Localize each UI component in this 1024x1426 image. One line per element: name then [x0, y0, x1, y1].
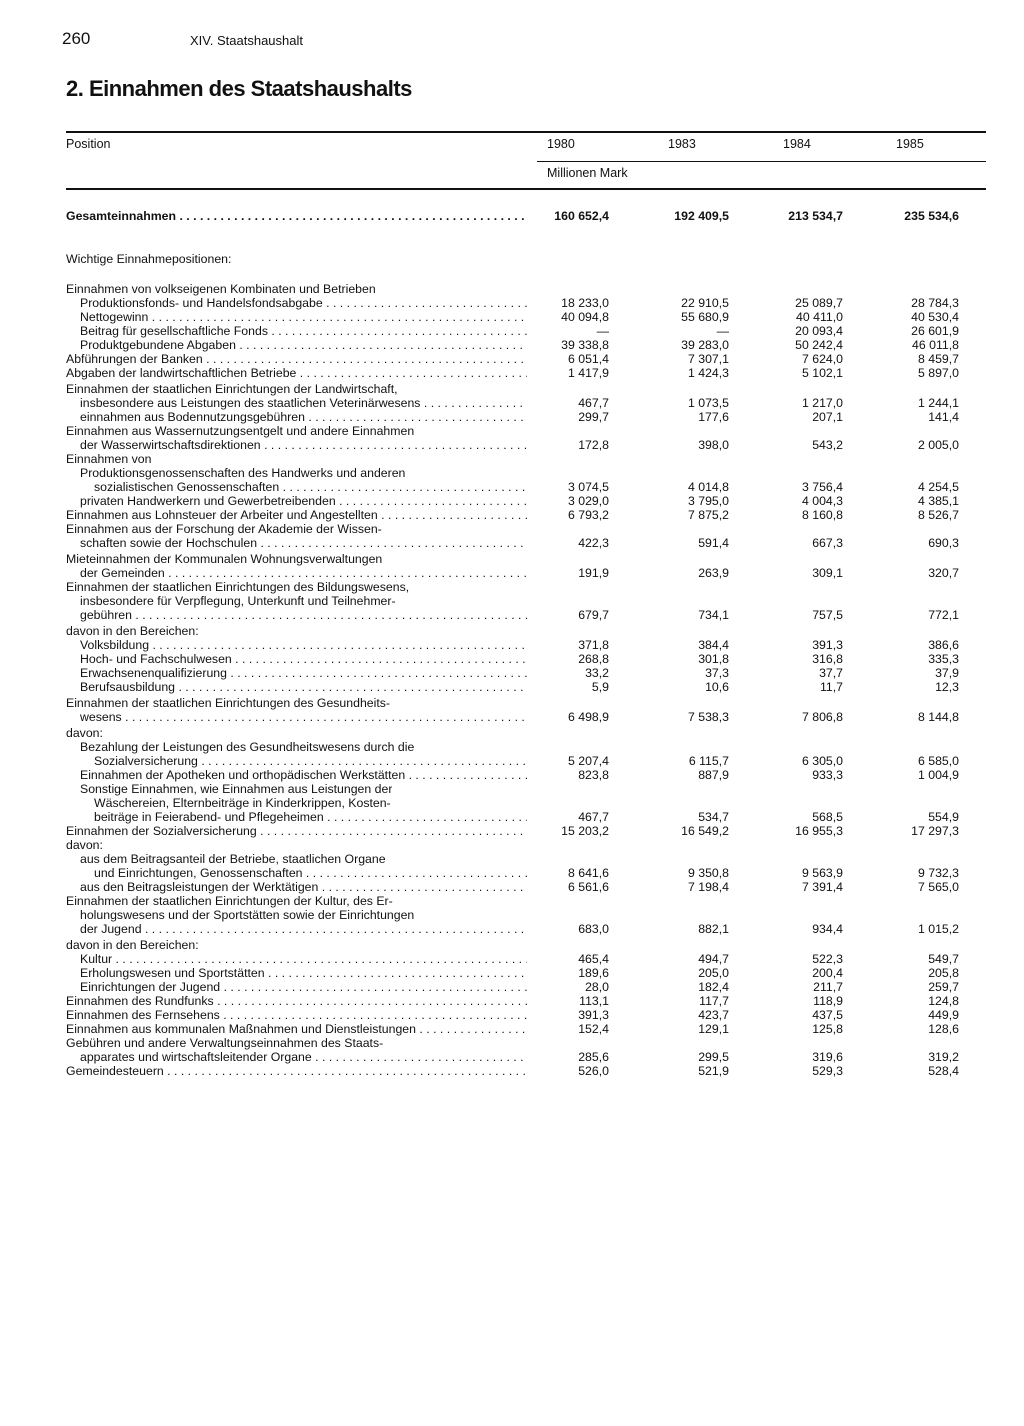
cell-1983: 1 424,3: [687, 366, 729, 380]
cell-1984: 211,7: [813, 980, 843, 994]
table-row: [0, 754, 1024, 768]
cell-1984: 3 756,4: [801, 480, 843, 494]
row-label: davon in den Bereichen:: [66, 624, 199, 638]
cell-1984: 213 534,7: [788, 209, 843, 223]
cell-1985: 6 585,0: [917, 754, 959, 768]
table-row: [0, 1008, 1024, 1022]
table-row: [0, 396, 1024, 410]
row-label: davon:: [66, 838, 103, 852]
page-number: 260: [62, 29, 91, 48]
table-row: [0, 296, 1024, 310]
row-label: insbesondere für Verpflegung, Unterkunft und Teilnehmer-: [80, 594, 396, 608]
cell-1980: 3 074,5: [567, 480, 609, 494]
cell-1985: 8 459,7: [917, 352, 959, 366]
cell-1980: 3 029,0: [567, 494, 609, 508]
cell-1980: 526,0: [578, 1064, 609, 1078]
row-label: Erwachsenenqualifizierung . . .: [80, 666, 527, 680]
cell-1985: 319,2: [928, 1050, 959, 1064]
cell-1980: 5 207,4: [567, 754, 609, 768]
cell-1980: 683,0: [578, 922, 609, 936]
cell-1985: 386,6: [928, 638, 959, 652]
cell-1983: 4 014,8: [687, 480, 729, 494]
row-label: Einnahmen des Fernsehens . . .: [66, 1008, 527, 1022]
cell-1983: 6 115,7: [688, 754, 729, 768]
cell-1985: 128,6: [928, 1022, 959, 1036]
table-row: [0, 382, 1024, 396]
row-label: Gesamteinnahmen . . .: [66, 209, 527, 223]
table-row: [0, 838, 1024, 852]
row-label: schaften sowie der Hochschulen . . .: [80, 536, 527, 550]
cell-1983: 22 910,5: [681, 296, 729, 310]
cell-1984: 16 955,3: [795, 824, 843, 838]
table-row: [0, 1064, 1024, 1078]
cell-1984: 6 305,0: [801, 754, 843, 768]
cell-1985: 124,8: [928, 994, 959, 1008]
table-row: [0, 424, 1024, 438]
cell-1985: 772,1: [928, 608, 959, 622]
cell-1980: 189,6: [578, 966, 609, 980]
cell-1985: 1 015,2: [917, 922, 959, 936]
cell-1980: 8 641,6: [567, 866, 609, 880]
row-label: gebühren . . .: [80, 608, 527, 622]
cell-1980: 371,8: [578, 638, 609, 652]
row-label: Einnahmen von: [66, 452, 152, 466]
row-label: Einnahmen des Rundfunks . . .: [66, 994, 527, 1008]
row-label: Produktgebundene Abgaben . . .: [80, 338, 527, 352]
cell-1984: 391,3: [812, 638, 843, 652]
cell-1984: 207,1: [812, 410, 843, 424]
table-row: [0, 1036, 1024, 1050]
cell-1984: 934,4: [812, 922, 843, 936]
cell-1984: 757,5: [812, 608, 843, 622]
row-label: insbesondere aus Leistungen des staatlichen Veterinärwesens . . .: [80, 396, 527, 410]
row-label: Abgaben der landwirtschaftlichen Betriebe . . .: [66, 366, 527, 380]
cell-1980: 268,8: [578, 652, 609, 666]
row-label: wesens . . .: [80, 710, 527, 724]
cell-1985: 28 784,3: [911, 296, 959, 310]
column-header-1985: 1985: [896, 137, 924, 151]
cell-1980: 33,2: [585, 666, 609, 680]
cell-1985: 4 254,5: [917, 480, 959, 494]
cell-1984: 8 160,8: [801, 508, 843, 522]
table-row: [0, 652, 1024, 666]
row-label: Gemeindesteuern . . .: [66, 1064, 527, 1078]
table-row: [0, 852, 1024, 866]
row-label: Einrichtungen der Jugend . . .: [80, 980, 527, 994]
cell-1980: 679,7: [578, 608, 609, 622]
cell-1984: 667,3: [812, 536, 843, 550]
cell-1985: 690,3: [928, 536, 959, 550]
row-label: der Gemeinden . . .: [80, 566, 527, 580]
row-label: der Jugend . . .: [80, 922, 527, 936]
cell-1983: 423,7: [698, 1008, 729, 1022]
cell-1985: 8 144,8: [917, 710, 959, 724]
cell-1984: 118,9: [813, 994, 843, 1008]
cell-1983: 398,0: [698, 438, 729, 452]
chapter-heading: XIV. Staatshaushalt: [190, 33, 303, 48]
cell-1980: 6 561,6: [567, 880, 609, 894]
cell-1983: 37,3: [705, 666, 729, 680]
row-label: Sonstige Einnahmen, wie Einnahmen aus Leistungen der: [80, 782, 393, 796]
cell-1985: 528,4: [928, 1064, 959, 1078]
cell-1983: 182,4: [698, 980, 729, 994]
cell-1985: 26 601,9: [911, 324, 959, 338]
cell-1984: 933,3: [812, 768, 843, 782]
cell-1984: 9 563,9: [801, 866, 843, 880]
table-row: [0, 494, 1024, 508]
row-label: Produktionsfonds- und Handelsfondsabgabe . . .: [80, 296, 527, 310]
row-label: Sozialversicherung . . .: [94, 754, 527, 768]
row-label: Einnahmen aus Lohnsteuer der Arbeiter und Angestellten . . .: [66, 508, 527, 522]
cell-1984: 125,8: [812, 1022, 843, 1036]
cell-1984: 1 217,0: [801, 396, 843, 410]
row-label: Produktionsgenossenschaften des Handwerks und anderen: [80, 466, 406, 480]
column-header-1980: 1980: [547, 137, 575, 151]
table-row: [0, 410, 1024, 424]
row-label: Einnahmen aus der Forschung der Akademie der Wissen-: [66, 522, 382, 536]
row-label: Volksbildung . . .: [80, 638, 527, 652]
row-label: Einnahmen aus kommunalen Maßnahmen und Dienstleistungen . . .: [66, 1022, 527, 1036]
row-label: Abführungen der Banken . . .: [66, 352, 527, 366]
cell-1980: 40 094,8: [561, 310, 609, 324]
table-row: [0, 624, 1024, 638]
cell-1980: 467,7: [578, 810, 609, 824]
cell-1980: 152,4: [578, 1022, 609, 1036]
cell-1985: 8 526,7: [917, 508, 959, 522]
table-row: [0, 966, 1024, 980]
cell-1985: 320,7: [928, 566, 959, 580]
table-row: [0, 1050, 1024, 1064]
cell-1980: 172,8: [578, 438, 609, 452]
cell-1980: 6 498,9: [567, 710, 609, 724]
table-row: [0, 1022, 1024, 1036]
page-title: 2. Einnahmen des Staatshaushalts: [66, 76, 412, 101]
cell-1985: 9 732,3: [917, 866, 959, 880]
row-label: Erholungswesen und Sportstätten . . .: [80, 966, 527, 980]
row-label: privaten Handwerkern und Gewerbetreibenden . . .: [80, 494, 527, 508]
cell-1984: 522,3: [812, 952, 843, 966]
cell-1984: 437,5: [812, 1008, 843, 1022]
cell-1985: 449,9: [928, 1008, 959, 1022]
cell-1980: 391,3: [578, 1008, 609, 1022]
cell-1980: 823,8: [578, 768, 609, 782]
table-row: [0, 466, 1024, 480]
table-row: [0, 566, 1024, 580]
cell-1985: 1 244,1: [917, 396, 959, 410]
table-row: [0, 252, 1024, 266]
cell-1983: 205,0: [698, 966, 729, 980]
cell-1980: 422,3: [578, 536, 609, 550]
cell-1984: 568,5: [812, 810, 843, 824]
row-label: davon:: [66, 726, 103, 740]
table-row: [0, 352, 1024, 366]
cell-1985: 2 005,0: [917, 438, 959, 452]
table-row: [0, 310, 1024, 324]
row-label: der Wasserwirtschaftsdirektionen . . .: [80, 438, 527, 452]
cell-1983: 3 795,0: [687, 494, 729, 508]
cell-1983: 7 307,1: [687, 352, 729, 366]
row-label: holungswesens und der Sportstätten sowie der Einrichtungen: [80, 908, 415, 922]
table-row: [0, 938, 1024, 952]
row-label: Einnahmen der staatlichen Einrichtungen der Kultur, des Er-: [66, 894, 393, 908]
row-label: Wäschereien, Elternbeiträge in Kinderkrippen, Kosten-: [94, 796, 391, 810]
column-header-1984: 1984: [783, 137, 811, 151]
table-row: [0, 608, 1024, 622]
cell-1984: 7 391,4: [801, 880, 843, 894]
cell-1983: 534,7: [698, 810, 729, 824]
cell-1983: 192 409,5: [674, 209, 729, 223]
table-row: [0, 980, 1024, 994]
cell-1985: 40 530,4: [911, 310, 959, 324]
table-row: [0, 666, 1024, 680]
cell-1984: 25 089,7: [795, 296, 843, 310]
cell-1985: 1 004,9: [917, 768, 959, 782]
cell-1985: 4 385,1: [917, 494, 959, 508]
table-row: [0, 508, 1024, 522]
cell-1980: 6 051,4: [567, 352, 609, 366]
table-row: [0, 696, 1024, 710]
table-row: [0, 810, 1024, 824]
row-label: Einnahmen aus Wassernutzungsentgelt und andere Einnahmen: [66, 424, 415, 438]
table-row: [0, 922, 1024, 936]
cell-1985: 554,9: [928, 810, 959, 824]
cell-1984: 11,7: [819, 680, 843, 694]
table-row: [0, 338, 1024, 352]
row-label: Einnahmen der Sozialversicherung . . .: [66, 824, 527, 838]
cell-1985: 335,3: [928, 652, 959, 666]
row-label: Mieteinnahmen der Kommunalen Wohnungsverwaltungen: [66, 552, 383, 566]
cell-1980: —: [596, 324, 609, 338]
table-row: [0, 994, 1024, 1008]
cell-1983: 734,1: [698, 608, 729, 622]
cell-1985: 46 011,8: [912, 338, 959, 352]
cell-1980: 467,7: [578, 396, 609, 410]
cell-1980: 160 652,4: [554, 209, 609, 223]
table-row: [0, 894, 1024, 908]
cell-1980: 6 793,2: [567, 508, 609, 522]
row-label: Nettogewinn . . .: [80, 310, 527, 324]
cell-1983: 55 680,9: [681, 310, 729, 324]
table-row: [0, 782, 1024, 796]
cell-1980: 285,6: [578, 1050, 609, 1064]
table-row: [0, 324, 1024, 338]
cell-1983: 10,6: [705, 680, 729, 694]
row-label: Gebühren und andere Verwaltungseinnahmen des Staats-: [66, 1036, 384, 1050]
cell-1980: 1 417,9: [567, 366, 609, 380]
table-row: [0, 726, 1024, 740]
table-row: [0, 768, 1024, 782]
row-label: Beitrag für gesellschaftliche Fonds . . .: [80, 324, 527, 338]
cell-1985: 235 534,6: [904, 209, 959, 223]
cell-1980: 113,1: [579, 994, 609, 1008]
table-row: [0, 366, 1024, 380]
row-label: Einnahmen der staatlichen Einrichtungen der Landwirtschaft,: [66, 382, 398, 396]
column-header-position: Position: [66, 137, 111, 151]
cell-1983: 7 198,4: [687, 880, 729, 894]
cell-1984: 309,1: [812, 566, 843, 580]
table-row: [0, 796, 1024, 810]
row-label: sozialistischen Genossenschaften . . .: [94, 480, 527, 494]
table-row: [0, 680, 1024, 694]
cell-1984: 7 624,0: [801, 352, 843, 366]
cell-1983: 129,1: [698, 1022, 729, 1036]
row-label: apparates und wirtschaftsleitender Organe . . .: [80, 1050, 527, 1064]
cell-1985: 205,8: [928, 966, 959, 980]
cell-1980: 465,4: [578, 952, 609, 966]
row-label: Einnahmen der staatlichen Einrichtungen des Gesundheits-: [66, 696, 391, 710]
cell-1984: 543,2: [812, 438, 843, 452]
cell-1985: 549,7: [928, 952, 959, 966]
row-label: Einnahmen der staatlichen Einrichtungen des Bildungswesens,: [66, 580, 410, 594]
cell-1983: 384,4: [698, 638, 729, 652]
cell-1980: 15 203,2: [561, 824, 609, 838]
row-label: Berufsausbildung . . .: [80, 680, 527, 694]
table-row: [0, 740, 1024, 754]
cell-1984: 316,8: [812, 652, 843, 666]
cell-1983: 887,9: [698, 768, 729, 782]
cell-1985: 12,3: [935, 680, 959, 694]
cell-1983: 39 283,0: [681, 338, 729, 352]
table-row: [0, 952, 1024, 966]
cell-1985: 37,9: [935, 666, 959, 680]
row-label: Bezahlung der Leistungen des Gesundheitswesens durch die: [80, 740, 415, 754]
cell-1985: 7 565,0: [917, 880, 959, 894]
cell-1984: 4 004,3: [801, 494, 843, 508]
cell-1980: 191,9: [578, 566, 609, 580]
row-label: Einnahmen von volkseigenen Kombinaten und Betrieben: [66, 282, 376, 296]
table-row: [0, 536, 1024, 550]
table-row: [0, 824, 1024, 838]
cell-1983: 299,5: [698, 1050, 729, 1064]
cell-1983: 16 549,2: [681, 824, 729, 838]
table-row: [0, 638, 1024, 652]
unit-label: Millionen Mark: [547, 166, 628, 180]
table-row: [0, 880, 1024, 894]
cell-1984: 200,4: [812, 966, 843, 980]
cell-1984: 529,3: [812, 1064, 843, 1078]
cell-1983: 521,9: [698, 1064, 729, 1078]
cell-1985: 259,7: [928, 980, 959, 994]
cell-1980: 5,9: [591, 680, 609, 694]
cell-1980: 299,7: [578, 410, 609, 424]
cell-1983: 263,9: [698, 566, 729, 580]
cell-1983: 494,7: [698, 952, 729, 966]
table-row: [0, 282, 1024, 296]
cell-1984: 5 102,1: [801, 366, 843, 380]
cell-1980: 28,0: [585, 980, 609, 994]
cell-1985: 17 297,3: [911, 824, 959, 838]
cell-1983: 882,1: [698, 922, 729, 936]
cell-1985: 5 897,0: [917, 366, 959, 380]
cell-1983: —: [716, 324, 729, 338]
cell-1984: 40 411,0: [796, 310, 843, 324]
table-row: [0, 480, 1024, 494]
table-row: [0, 452, 1024, 466]
table-row: [0, 866, 1024, 880]
table-row: [0, 710, 1024, 724]
table-row: [0, 209, 1024, 223]
cell-1984: 20 093,4: [795, 324, 843, 338]
cell-1985: 141,4: [928, 410, 959, 424]
cell-1980: 18 233,0: [561, 296, 609, 310]
table-row: [0, 594, 1024, 608]
cell-1984: 50 242,4: [795, 338, 843, 352]
row-label: aus dem Beitragsanteil der Betriebe, staatlichen Organe: [80, 852, 386, 866]
cell-1983: 177,6: [698, 410, 729, 424]
row-label: einnahmen aus Bodennutzungsgebühren . . .: [80, 410, 527, 424]
cell-1980: 39 338,8: [561, 338, 609, 352]
cell-1983: 301,8: [698, 652, 729, 666]
row-label: Kultur . . .: [80, 952, 527, 966]
row-label: und Einrichtungen, Genossenschaften . . .: [94, 866, 527, 880]
cell-1983: 7 538,3: [687, 710, 729, 724]
cell-1984: 37,7: [819, 666, 843, 680]
cell-1984: 319,6: [812, 1050, 843, 1064]
table-row: [0, 552, 1024, 566]
cell-1983: 1 073,5: [687, 396, 729, 410]
table-row: [0, 908, 1024, 922]
row-label: aus den Beitragsleistungen der Werktätigen . . .: [80, 880, 527, 894]
cell-1983: 117,7: [699, 994, 729, 1008]
table-row: [0, 438, 1024, 452]
row-label: davon in den Bereichen:: [66, 938, 199, 952]
table-row: [0, 580, 1024, 594]
row-label: Hoch- und Fachschulwesen . . .: [80, 652, 527, 666]
cell-1984: 7 806,8: [801, 710, 843, 724]
column-header-1983: 1983: [668, 137, 696, 151]
row-label: beiträge in Feierabend- und Pflegeheimen . . .: [94, 810, 527, 824]
table-row: [0, 522, 1024, 536]
cell-1983: 9 350,8: [687, 866, 729, 880]
cell-1983: 7 875,2: [687, 508, 729, 522]
cell-1983: 591,4: [698, 536, 729, 550]
row-label: Einnahmen der Apotheken und orthopädischen Werkstätten . . .: [80, 768, 527, 782]
row-label: Wichtige Einnahmepositionen:: [66, 252, 232, 266]
